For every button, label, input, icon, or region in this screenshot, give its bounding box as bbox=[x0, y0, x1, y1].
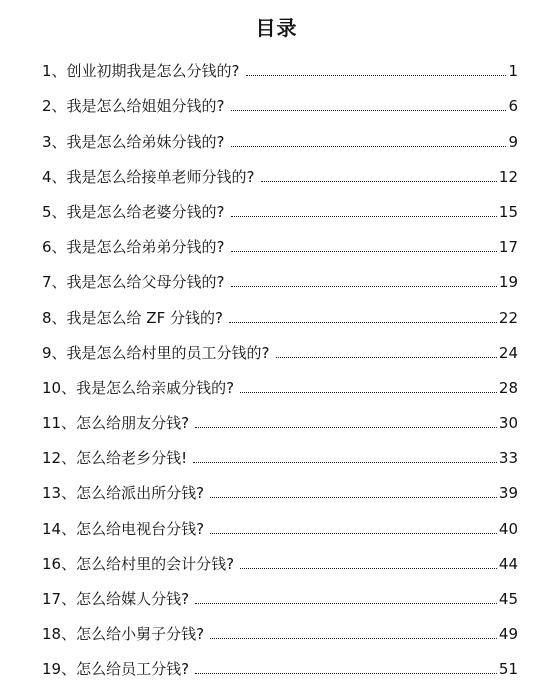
dot-leader bbox=[195, 673, 497, 674]
toc-title: 目录 bbox=[255, 16, 298, 40]
dot-leader bbox=[229, 322, 497, 323]
toc-entry-title: 19、怎么给员工分钱? bbox=[42, 660, 190, 679]
toc-entry-page-number: 12 bbox=[498, 167, 518, 186]
dot-leader bbox=[231, 146, 507, 147]
dot-leader bbox=[210, 497, 497, 498]
toc-entry bbox=[42, 609, 518, 644]
toc-entry-title: 16、怎么给村里的会计分钱? bbox=[42, 554, 235, 573]
toc-entry bbox=[42, 46, 518, 81]
toc-entry-page-number: 30 bbox=[498, 414, 518, 433]
toc-entry-title: 14、怎么给电视台分钱? bbox=[42, 519, 205, 538]
toc-entry bbox=[42, 574, 518, 609]
toc-entry-page-number: 19 bbox=[498, 273, 518, 292]
dot-leader bbox=[246, 75, 507, 76]
toc-entry bbox=[42, 152, 518, 187]
dot-leader bbox=[231, 286, 497, 287]
toc-entry-title: 4、我是怎么给接单老师分钱的? bbox=[42, 167, 255, 186]
toc-entry bbox=[42, 468, 518, 503]
toc-entry-page-number: 33 bbox=[498, 449, 518, 468]
toc-entry-title: 12、怎么给老乡分钱! bbox=[42, 449, 188, 468]
toc-entry-page-number: 44 bbox=[498, 554, 518, 573]
dot-leader bbox=[231, 251, 497, 252]
toc-entry bbox=[42, 81, 518, 116]
toc-entry bbox=[42, 116, 518, 151]
toc-entry-page-number: 40 bbox=[498, 519, 518, 538]
dot-leader bbox=[276, 357, 497, 358]
toc-entry bbox=[42, 292, 518, 327]
dot-leader bbox=[231, 216, 497, 217]
dot-leader bbox=[240, 392, 497, 393]
toc-entry-page-number: 45 bbox=[498, 590, 518, 608]
toc-entry bbox=[42, 539, 518, 574]
toc-entry-title: 3、我是怎么给弟妹分钱的? bbox=[42, 132, 225, 151]
toc-entry bbox=[42, 433, 518, 468]
toc-entry bbox=[42, 644, 518, 679]
toc-entry-title: 6、我是怎么给弟弟分钱的? bbox=[42, 238, 225, 257]
dot-leader bbox=[210, 638, 497, 639]
toc-entry-title: 18、怎么给小舅子分钱? bbox=[42, 625, 205, 644]
dot-leader bbox=[261, 181, 497, 182]
toc-entry-title: 8、我是怎么给 ZF 分钱的? bbox=[42, 308, 223, 327]
toc-entry-title: 2、我是怎么给姐姐分钱的? bbox=[42, 97, 225, 116]
toc-entry-title: 5、我是怎么给老婆分钱的? bbox=[42, 202, 225, 221]
toc-entry-title: 17、怎么给媒人分钱? bbox=[42, 590, 190, 608]
toc-entry-page-number: 49 bbox=[498, 625, 518, 644]
dot-leader bbox=[193, 462, 497, 463]
toc-entry-page-number: 51 bbox=[498, 660, 518, 679]
toc-list bbox=[42, 46, 518, 679]
dot-leader bbox=[195, 603, 497, 604]
toc-entry-page-number: 6 bbox=[508, 97, 518, 116]
toc-entry bbox=[42, 398, 518, 433]
toc-entry bbox=[42, 503, 518, 538]
toc-entry-page-number: 24 bbox=[498, 343, 518, 362]
toc-entry bbox=[42, 328, 518, 363]
toc-entry-title: 9、我是怎么给村里的员工分钱的? bbox=[42, 343, 270, 362]
toc-entry-page-number: 1 bbox=[508, 62, 518, 81]
dot-leader bbox=[231, 110, 507, 111]
toc-entry-page-number: 15 bbox=[498, 202, 518, 221]
dot-leader bbox=[195, 427, 497, 428]
toc-entry bbox=[42, 257, 518, 292]
dot-leader bbox=[240, 568, 497, 569]
toc-entry-page-number: 28 bbox=[498, 378, 518, 397]
toc-entry-title: 11、怎么给朋友分钱? bbox=[42, 414, 190, 433]
toc-entry-page-number: 9 bbox=[508, 132, 518, 151]
toc-entry-title: 7、我是怎么给父母分钱的? bbox=[42, 273, 225, 292]
toc-entry-page-number: 39 bbox=[498, 484, 518, 503]
dot-leader bbox=[210, 533, 497, 534]
toc-entry-page-number: 17 bbox=[498, 238, 518, 257]
toc-entry-title: 13、怎么给派出所分钱? bbox=[42, 484, 205, 503]
toc-entry bbox=[42, 222, 518, 257]
toc-entry bbox=[42, 187, 518, 222]
toc-entry-title: 1、创业初期我是怎么分钱的? bbox=[42, 62, 240, 81]
toc-entry-title: 10、我是怎么给亲戚分钱的? bbox=[42, 378, 235, 397]
toc-entry bbox=[42, 363, 518, 398]
toc-entry-page-number: 22 bbox=[498, 308, 518, 327]
